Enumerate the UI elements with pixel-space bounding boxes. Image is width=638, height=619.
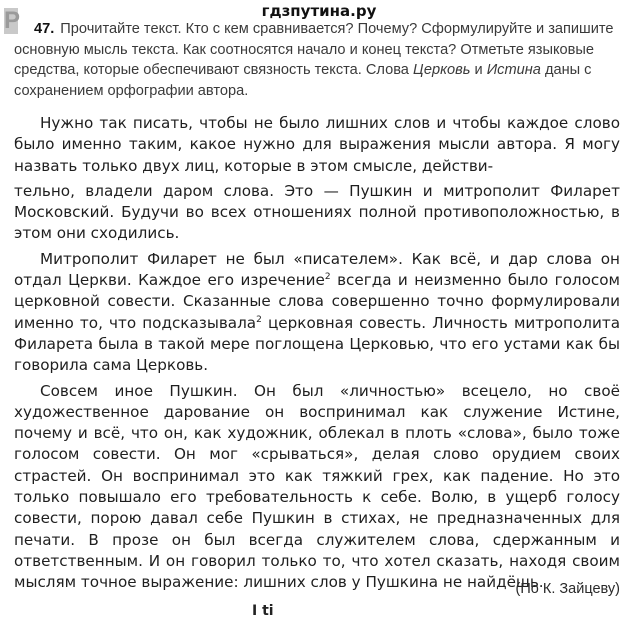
paragraph-2-part-b: всегда и неизменно было голосом церковной совести. Сказанные слова совершенно точно формулировали именно то, что подсказывала [14,271,621,332]
paragraph-3: Совсем иное Пушкин. Он был «личностью» всецело, но своё художественное дарование он воспринимал как служение Истине, почему и всё, что он, как художник, облекал в плоть «слова», было тоже голосом совести. Он мог «срываться», делая слово орудием своих страстей. Он воспринимал это как тяжкий грех, как падение. Но это только повышало его требовательность к себе. Волю, в ущерб голосу совести, порою давал себе Пушкин в стихах, не предназначенных для печати. В прозе он был всегда служителем слова, сдержанным и ответственным. И он говорил только то, что хотел сказать, находя своим мыслям точное выражение: лишних слов у Пушкина не найдёшь. [14,381,620,592]
task-text-end: даны с сохранением орфографии автора. [14,62,592,99]
paragraph-1a: Нужно так писать, чтобы не было лишних слов и чтобы каждое слово было именно таким, какое нужно для выражения мысли автора. Я могу назвать только двух лиц, которые в этом смысле, действи- [14,114,620,175]
task-conjunction: и [470,62,487,78]
page-section-mark: Р [4,7,21,34]
task-text: Прочитайте текст. Кто с кем сравнивается? Почему? Сформулируйте и запишите основную мысль текста. Как соотносятся начало и конец текста? Отметьте языковые средства, которые обеспечивают связность текста. Слова [14,21,614,78]
paragraph-2-part-a: Митрополит Филарет не был «писателем». Как всё, и дар слова он отдал Церкви. Каждое его изречение [14,249,620,290]
paragraph-1b: тельно, владели даром слова. Это — Пушкин и митрополит Филарет Московский. Будучи во всех отношениях полной противоположностью, в этом они сходились. [14,181,620,243]
task-italic-word-2: Истина [486,62,541,78]
attribution: (По К. Зайцеву) [515,581,620,597]
footnote-mark-1: 2 [324,272,331,283]
site-header: гдзпутина.ру [261,2,377,20]
paragraph-2 [14,249,620,377]
footnote-mark-2: 2 [256,314,262,325]
paragraph-2-part-c: церковная совесть. Личность митрополита Филарета была в такой мере поглощена Церковью, что его устами как бы говорила сама Церковь. [14,313,621,375]
text-body [14,113,620,594]
task-instructions [14,19,620,101]
task-number: 47. [34,21,55,37]
cut-off-text: I ti [252,603,274,619]
task-italic-word-1: Церковь [412,62,471,78]
